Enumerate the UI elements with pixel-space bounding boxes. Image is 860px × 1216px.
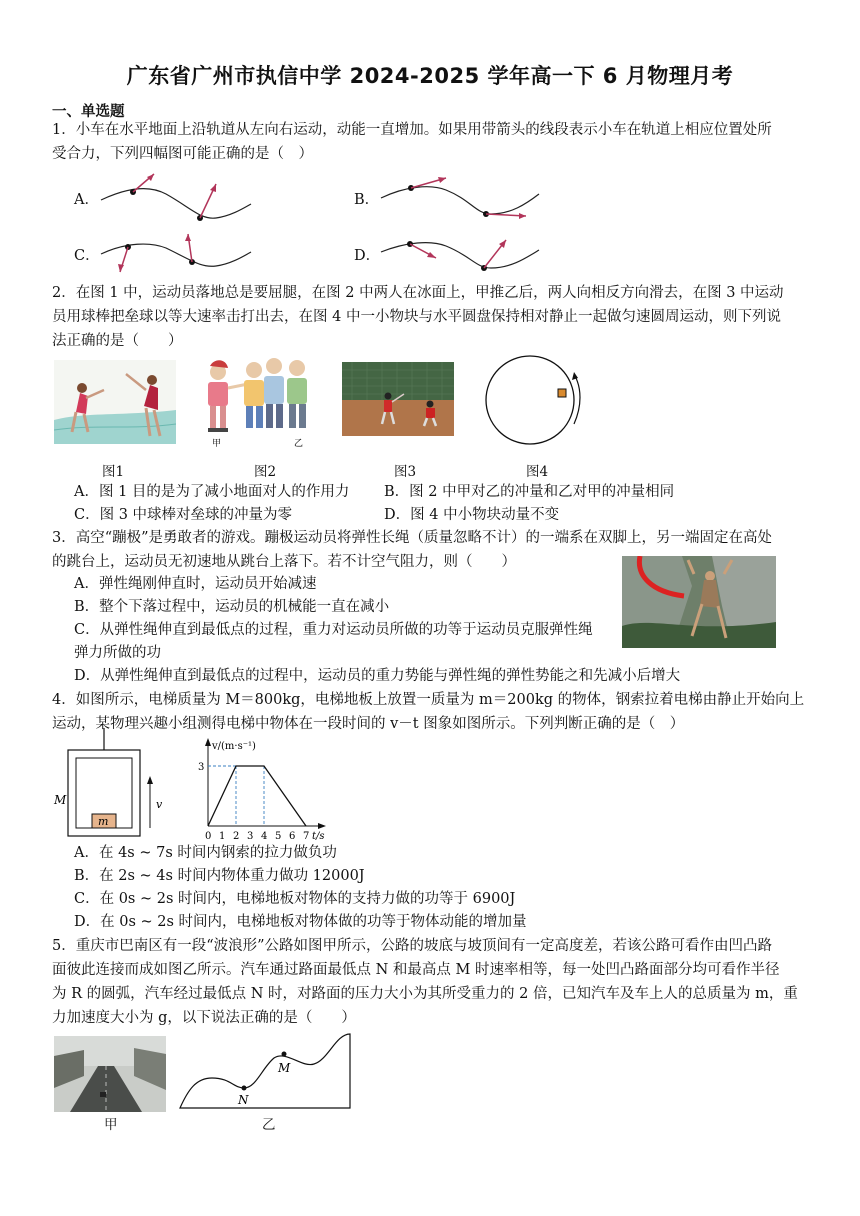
q1-option-c-label: C． [74,248,100,264]
arrow-head [210,184,216,192]
q4-option-c: C．在 0s ~ 2s 时间内，电梯地板对物体的支持力做的功等于 6900J [74,891,516,907]
series-line [208,766,306,826]
x-tick-label: 0 [205,831,212,840]
q1-stem-line2: 受合力，下列四幅图可能正确的是（ ） [52,146,313,162]
q5-road-profile [178,1030,356,1112]
fig2-label-yi: 乙 [294,439,304,449]
q5-stem-line2: 面彼此连接而成如图乙所示。汽车通过路面最低点 N 和最高点 M 时速率相等，每一处凹凸路面部分均可看作半径 [52,962,780,978]
q5-photo-caption: 甲 [104,1117,118,1133]
q1-option-d-label: D． [354,248,381,264]
q3-option-d: D．从弹性绳伸直到最低点的过程中，运动员的重力势能与弹性绳的弹性势能之和先减小后增大 [74,668,681,684]
q4-elevator-diagram [52,728,182,840]
road-curve [180,1034,350,1108]
q4-vt-chart [196,736,336,840]
arrow-head [427,252,436,258]
label-m: M [278,1061,291,1075]
q4-option-a: A．在 4s ~ 7s 时间内钢索的拉力做负功 [74,845,337,861]
page-title: 广东省广州市执信中学 2024-2025 学年高一下 6 月物理月考 [126,64,734,88]
q3-stem-line1: 3．高空“蹦极”是勇敢者的游戏。蹦极运动员将弹性长绳（质量忽略不计）的一端系在双脚上，另一端固定在高处 [52,530,773,546]
q1-option-d-figure [376,228,546,276]
x-tick-label: 6 [289,831,296,840]
y-axis-arrow [205,738,211,746]
q1-option-c-figure [96,228,256,276]
arrow-head [519,213,526,219]
arrow-head [147,776,153,784]
q4-stem-line1: 4．如图所示，电梯质量为 M＝800kg，电梯地板上放置一质量为 m＝200kg 的物体，钢索拉着电梯由静止开始向上 [52,692,805,708]
section-heading: 一、单选题 [52,103,125,120]
q2-figure2-image [196,354,318,450]
q4-option-b: B．在 2s ~ 4s 时间内物体重力做功 12000J [74,868,365,884]
fig2-caption: 图2 [254,464,277,480]
q1-option-a-label: A． [74,192,99,208]
q5-road-photo [54,1036,166,1112]
point-n [242,1086,247,1091]
q1-stem-line1: 1．小车在水平地面上沿轨道从左向右运动，动能一直增加。如果用带箭头的线段表示小车在轨道上相应位置处所 [52,122,772,138]
elevator-mass-label: M [54,793,67,807]
y-axis-label: v/(m·s⁻¹) [212,741,256,752]
label-n: N [238,1093,249,1107]
q5-profile-caption: 乙 [262,1117,276,1133]
q2-stem-line3: 法正确的是（ ） [52,333,183,349]
x-tick-label: 4 [261,831,268,840]
q2-figure4-disk [478,352,590,448]
x-tick-label: 1 [219,831,226,840]
fig1-caption: 图1 [102,464,125,480]
q2-figure1-image [54,360,176,444]
x-tick-label: 5 [275,831,282,840]
fig2-label-jia: 甲 [212,439,222,449]
y-tick-label: 3 [198,762,205,773]
q1-option-b-label: B． [354,192,380,208]
arrow-head [438,177,446,183]
q1-option-a-figure [96,168,256,228]
x-axis-arrow [318,823,326,829]
fig3-caption: 图3 [394,464,417,480]
q4-option-d: D．在 0s ~ 2s 时间内，电梯地板对物体做的功等于物体动能的增加量 [74,914,527,930]
q3-bungee-photo [622,556,776,648]
track-curve [101,189,251,219]
q3-stem-line2: 的跳台上，运动员无初速地从跳台上落下。若不计空气阻力，则（ ） [52,554,516,570]
q5-stem-line4: 力加速度大小为 g，以下说法正确的是（ ） [52,1010,356,1026]
q1-option-b-figure [376,168,546,228]
x-axis-label: t/s [312,831,325,840]
q2-stem-line1: 2．在图 1 中，运动员落地总是要屈腿，在图 2 中两人在冰面上，甲推乙后，两人向相反方向滑去，在图 3 中运动 [52,285,784,301]
q2-option-d: D．图 4 中小物块动量不变 [384,507,560,523]
q3-option-c-line1: C．从弹性绳伸直到最低点的过程，重力对运动员所做的功等于运动员克服弹性绳 [74,622,593,638]
mass-label: m [98,815,109,828]
q2-option-b: B．图 2 中甲对乙的冲量和乙对甲的冲量相同 [384,484,675,500]
fig4-caption: 图4 [526,464,549,480]
q4-stem-line2: 运动，某物理兴趣小组测得电梯中物体在一段时间的 v－t 图象如图所示。下列判断正确的是（ ） [52,716,685,732]
q5-stem-line3: 为 R 的圆弧，汽车经过最低点 N 时，对路面的压力大小为其所受重力的 2 倍，已知汽车及车上人的总质量为 m，重 [52,986,798,1002]
q2-option-c: C．图 3 中球棒对垒球的冲量为零 [74,507,293,523]
q2-option-a: A．图 1 目的是为了减小地面对人的作用力 [74,484,350,500]
q3-option-c-line2: 弹力所做的功 [74,645,161,661]
point-m [282,1052,287,1057]
q2-stem-line2: 员用球棒把垒球以等大速率击打出去，在图 4 中一小物块与水平圆盘保持相对静止一起做匀速圆周运动，则下列说 [52,309,781,325]
velocity-label: v [156,798,163,811]
x-tick-label: 3 [247,831,254,840]
x-tick-label: 7 [303,831,310,840]
track-curve [381,187,539,214]
q3-option-b: B．整个下落过程中，运动员的机械能一直在减小 [74,599,390,615]
q2-figure3-image [342,362,454,436]
arrow-head [185,234,191,241]
track-curve [381,243,539,268]
x-tick-label: 2 [233,831,240,840]
q3-option-a: A．弹性绳刚伸直时，运动员开始减速 [74,576,317,592]
q5-stem-line1: 5．重庆市巴南区有一段“波浪形”公路如图甲所示，公路的坡底与坡顶间有一定高度差，若该公路可看作由凹凸路 [52,938,773,954]
